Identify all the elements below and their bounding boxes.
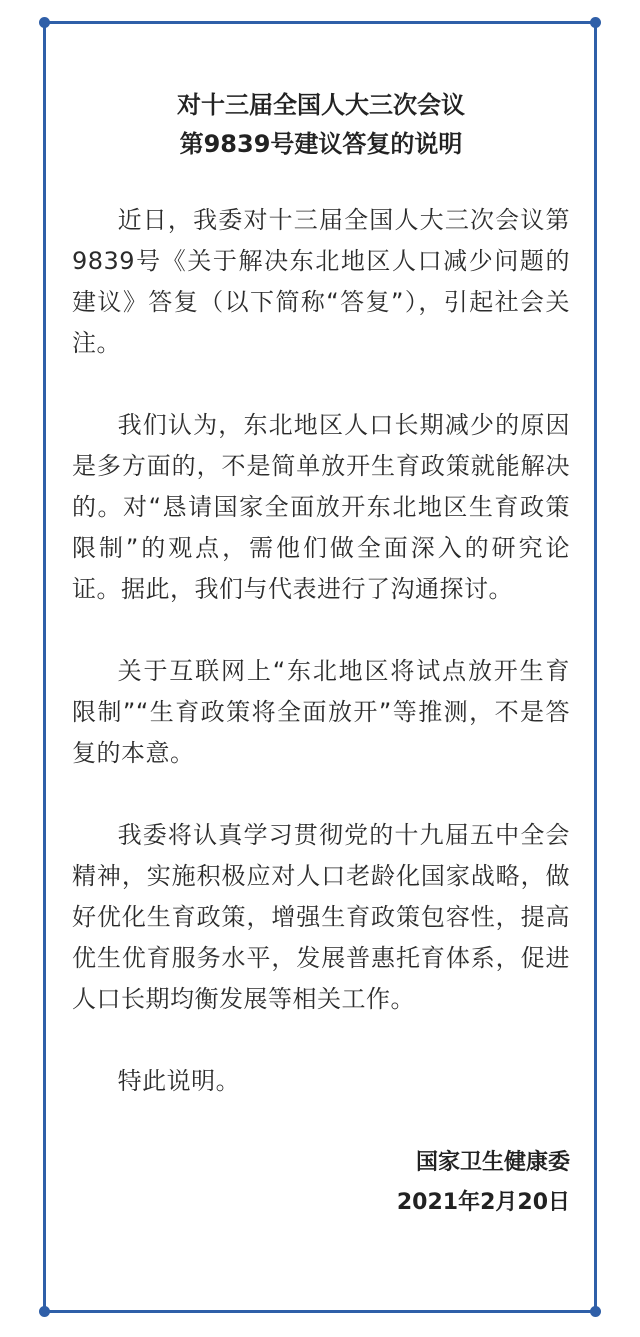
document-body — [72, 86, 570, 1223]
title-line-1: 对十三届全国人大三次会议 — [177, 91, 465, 119]
document-title — [72, 86, 570, 164]
frame-bottom-border — [44, 1310, 596, 1313]
frame-right-border — [594, 22, 597, 1312]
paragraph-4: 我委将认真学习贯彻党的十九届五中全会精神，实施积极应对人口老龄化国家战略，做好优化生育政策，增强生育政策包容性，提高优生优育服务水平，发展普惠托育体系，促进人口长期均衡发展等相关工作。 — [72, 821, 570, 1013]
frame-left-border — [43, 22, 46, 1312]
corner-dot-top-right — [590, 17, 601, 28]
signature-organization: 国家卫生健康委 — [415, 1150, 570, 1175]
paragraph-5: 特此说明。 — [117, 1067, 241, 1095]
corner-dot-top-left — [39, 17, 50, 28]
frame-top-border — [44, 21, 596, 24]
paragraph-3: 关于互联网上“东北地区将试点放开生育限制”“生育政策将全面放开”等推测，不是答复的本意。 — [72, 657, 570, 767]
title-line-2: 第9839号建议答复的说明 — [179, 130, 463, 158]
corner-dot-bottom-left — [39, 1306, 50, 1317]
corner-dot-bottom-right — [590, 1306, 601, 1317]
signature-date: 2021年2月20日 — [396, 1190, 570, 1215]
paragraph-1: 近日，我委对十三届全国人大三次会议第9839号《关于解决东北地区人口减少问题的建议》答复（以下简称“答复”），引起社会关注。 — [72, 206, 570, 357]
signature-block — [72, 1143, 570, 1223]
paragraph-2: 我们认为，东北地区人口长期减少的原因是多方面的，不是简单放开生育政策就能解决的。对“恳请国家全面放开东北地区生育政策限制”的观点，需他们做全面深入的研究论证。据此，我们与代表进行了沟通探讨。 — [72, 411, 570, 603]
